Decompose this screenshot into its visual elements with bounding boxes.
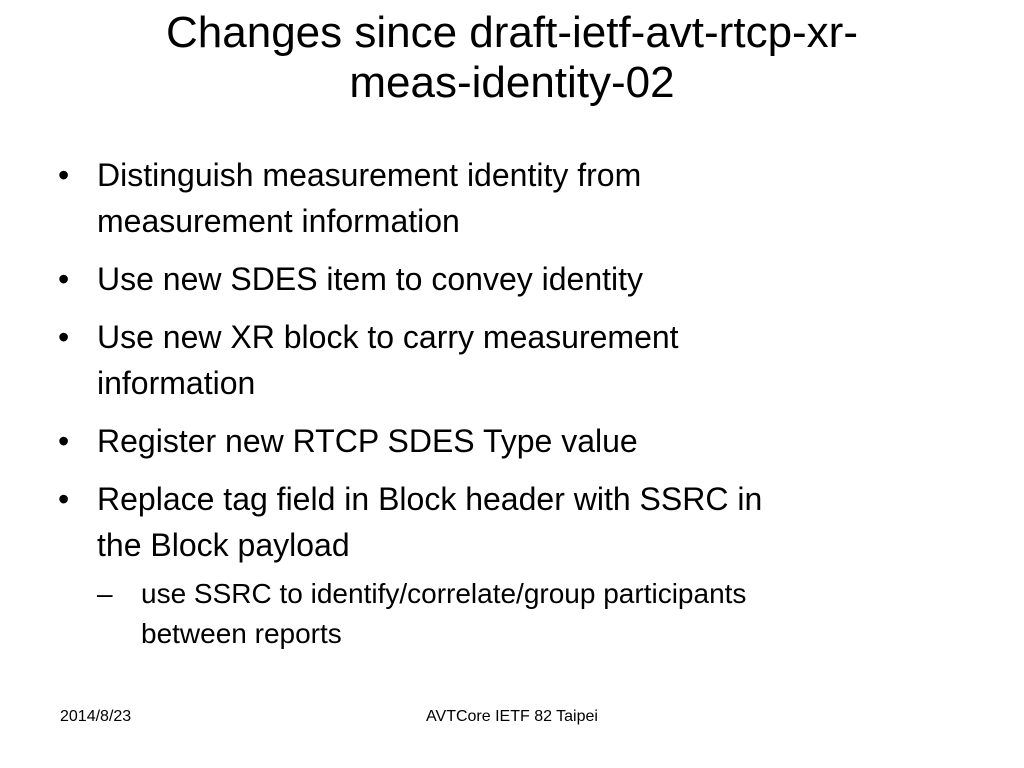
dash-marker: – (97, 578, 113, 609)
bullet-marker: • (58, 157, 70, 193)
bullet-text-line: information (97, 365, 256, 401)
bullet-text-line: Replace tag field in Block header with SSRC in (97, 481, 763, 517)
bullet-text-line: Use new SDES item to convey identity (97, 261, 644, 297)
bullet-marker: • (58, 423, 70, 459)
bullet-marker: • (58, 319, 70, 355)
slide-title-line-1: Changes since draft-ietf-avt-rtcp-xr- (166, 8, 858, 57)
bullet-text-line: measurement information (97, 203, 460, 239)
footer-date: 2014/8/23 (60, 708, 132, 725)
slide-title-line-2: meas-identity-02 (349, 58, 675, 107)
sub-bullet-text-line: between reports (141, 618, 342, 649)
bullet-text-line: Register new RTCP SDES Type value (97, 423, 638, 459)
footer-presentation-name: AVTCore IETF 82 Taipei (426, 708, 598, 725)
bullet-text-line: Use new XR block to carry measurement (97, 319, 679, 355)
bullet-list (58, 152, 958, 654)
bullet-item (58, 314, 958, 406)
bullet-text-line: Distinguish measurement identity from (97, 157, 642, 193)
sub-bullet-item (97, 574, 958, 654)
bullet-marker: • (58, 261, 70, 297)
bullet-marker: • (58, 481, 70, 517)
sub-bullet-text-line: use SSRC to identify/correlate/group participants (141, 578, 747, 609)
bullet-item (58, 476, 958, 568)
bullet-item (58, 256, 958, 302)
bullet-text-line: the Block payload (97, 527, 350, 563)
bullet-item (58, 418, 958, 464)
slide-title (60, 8, 964, 108)
bullet-item (58, 152, 958, 244)
